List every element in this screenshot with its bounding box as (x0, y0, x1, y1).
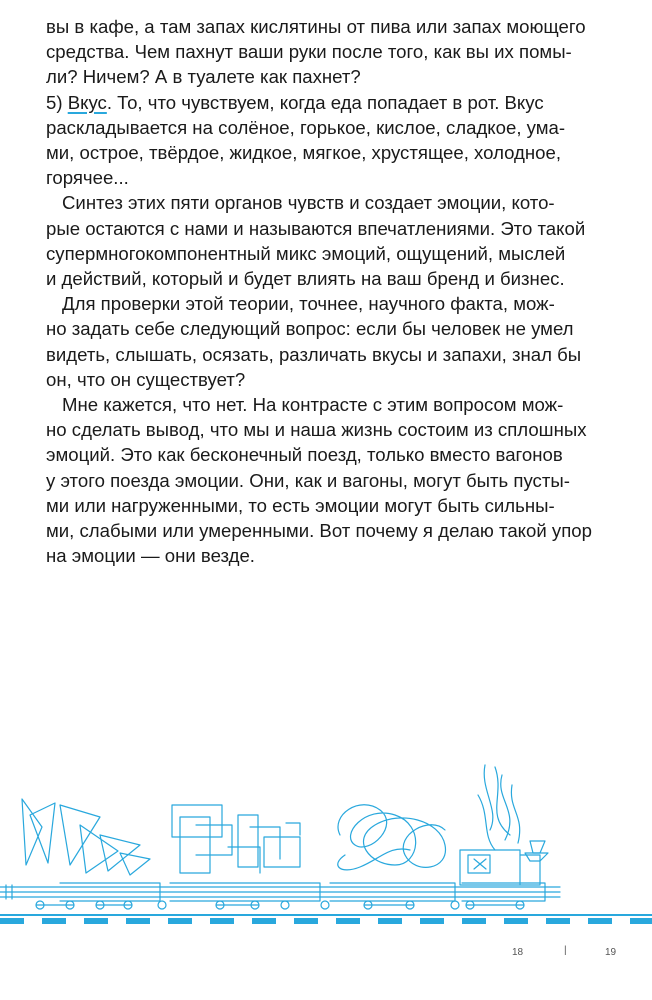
text-line: раскладывается на солёное, горькое, кислое, сладкое, ума- (46, 116, 566, 138)
text-line: видеть, слышать, осязать, различать вкусы и запахи, знал бы (46, 343, 582, 365)
text-line: Синтез этих пяти органов чувств и создает эмоции, кото- (62, 192, 555, 214)
text-line: ли? Ничем? А в туалете как пахнет? (46, 66, 361, 88)
text-line: но задать себе следующий вопрос: если бы человек не умел (46, 318, 574, 340)
text-line: у этого поезда эмоции. Они, как и вагоны, могут быть пусты- (46, 469, 570, 491)
wheels-icon (36, 901, 524, 909)
highlighted-term: Вкус (67, 91, 107, 113)
train-illustration (0, 755, 652, 925)
text-line: средства. Чем пахнут ваши руки после того, как вы их помы- (46, 41, 572, 63)
text-line: рые остаются с нами и называются впечатлениями. Это такой (46, 217, 586, 239)
text-line: ми, слабыми или умеренными. Вот почему я делаю такой упор (46, 520, 592, 542)
wagon-triangles-icon (22, 799, 150, 875)
locomotive-icon (460, 765, 548, 885)
text-line: и действий, который и будет влиять на ваш бренд и бизнес. (46, 268, 565, 290)
text-line: ми, острое, твёрдое, жидкое, мягкое, хрустящее, холодное, (46, 142, 562, 164)
text-line: Мне кажется, что нет. На контрасте с этим вопросом мож- (62, 394, 564, 416)
rails-icon (0, 883, 560, 901)
page-numbers (0, 945, 652, 965)
text-line: эмоций. Это как бесконечный поезд, только вместо вагонов (46, 444, 563, 466)
text-line: на эмоции — они везде. (46, 545, 255, 567)
text-line: но сделать вывод, что мы и наша жизнь состоим из сплошных (46, 419, 587, 441)
page-number-left: 18 (512, 947, 524, 958)
body-text (46, 14, 626, 568)
text-line: он, что он существует? (46, 368, 246, 390)
page-number-separator: | (564, 945, 567, 956)
text-line-prefix: 5) (46, 91, 68, 113)
track-dashes-icon (0, 914, 652, 924)
text-line: горячее... (46, 167, 129, 189)
text-line: вы в кафе, а там запах кислятины от пива или запах моющего (46, 16, 586, 37)
wagon-loops-icon (338, 805, 446, 870)
text-line-rest: . То, что чувствуем, когда еда попадает в рот. Вкус (106, 91, 544, 113)
text-line (46, 90, 626, 115)
text-line: Для проверки этой теории, точнее, научного факта, мож- (62, 293, 555, 315)
text-line: ми или нагруженными, то есть эмоции могут быть сильны- (46, 494, 555, 516)
wagon-blocks-icon (172, 805, 300, 873)
text-line: супермногокомпонентный микс эмоций, ощущений, мыслей (46, 242, 566, 264)
page-number-right: 19 (605, 947, 617, 958)
